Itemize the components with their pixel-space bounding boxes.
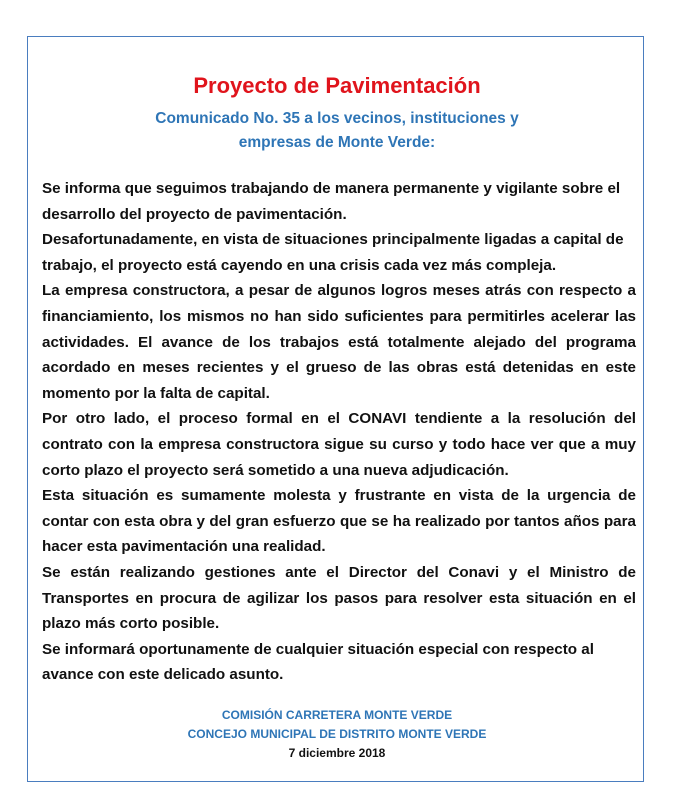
communique-body <box>42 176 636 688</box>
footer-org-commission: COMISIÓN CARRETERA MONTE VERDE <box>221 708 453 722</box>
paragraph-7: Se informará oportunamente de cualquier situación especial con respecto al avance con este delicado asunto. <box>42 640 594 684</box>
paragraph-5: Esta situación es sumamente molesta y frustrante en vista de la urgencia de contar con esta obra y del gran esfuerzo que se ha realizado por tantos años para hacer esta pavimentación una realidad. <box>42 487 636 556</box>
paragraph-2: Desafortunadamente, en vista de situaciones principalmente ligadas a capital de trabajo, el proyecto está cayendo en una crisis cada vez más compleja. <box>42 231 624 274</box>
signature-block <box>0 706 674 763</box>
paragraph-4: Por otro lado, el proceso formal en el CONAVI tendiente a la resolución del contrato con la empresa constructora sigue su curso y todo hace ver que a muy corto plazo el proyecto será sometido a una nueva adjudicación. <box>42 410 636 479</box>
footer-org-council: CONCEJO MUNICIPAL DE DISTRITO MONTE VERDE <box>187 727 487 741</box>
footer-date: 7 diciembre 2018 <box>288 746 386 760</box>
subtitle-line-2: empresas de Monte Verde: <box>238 134 436 151</box>
page-title: Proyecto de Pavimentación <box>193 73 481 98</box>
communique-subtitle <box>0 107 674 155</box>
subtitle-line-1: Comunicado No. 35 a los vecinos, instituciones y <box>155 110 519 127</box>
paragraph-1: Se informa que seguimos trabajando de manera permanente y vigilante sobre el desarrollo del proyecto de pavimentación. <box>42 180 621 223</box>
paragraph-3: La empresa constructora, a pesar de algunos logros meses atrás con respecto a financiamiento, los mismos no han sido suficientes para permitirles acelerar las actividades. El avance de los trabajos está totalmente alejado del programa acordado en meses recientes y el grueso de las obras está detenidas en este momento por la falta de capital. <box>42 282 636 402</box>
paragraph-6: Se están realizando gestiones ante el Director del Conavi y el Ministro de Transportes en procura de agilizar los pasos para resolver esta situación en el plazo más corto posible. <box>42 563 636 633</box>
